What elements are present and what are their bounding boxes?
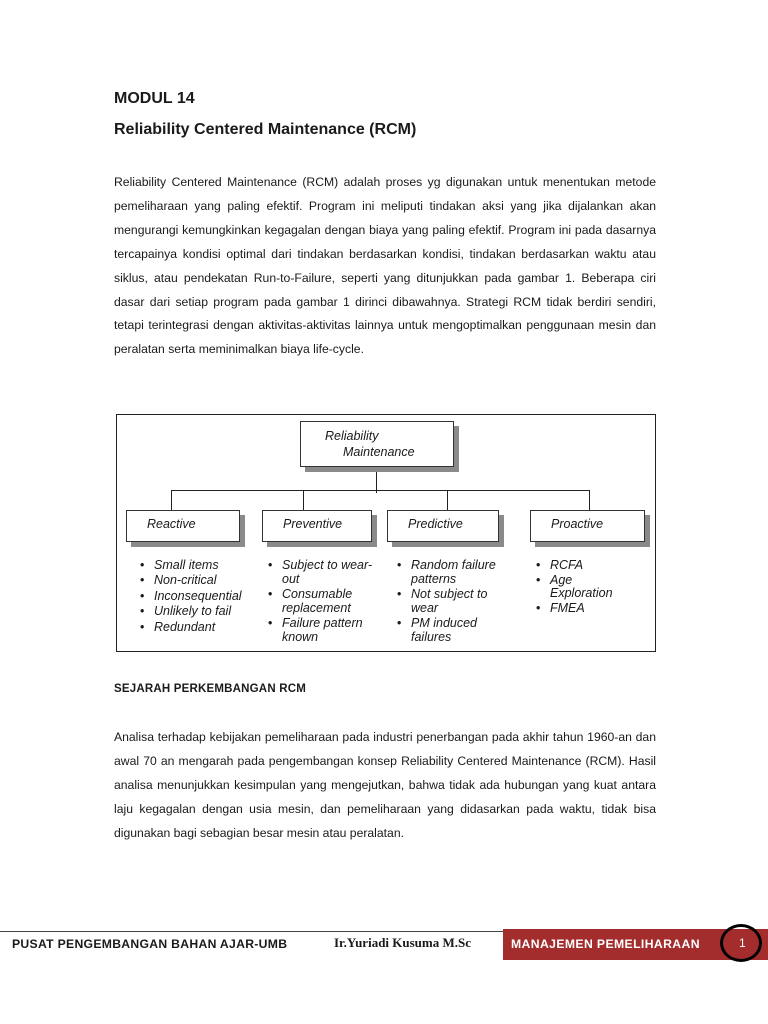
list-item: • FMEA <box>536 602 636 616</box>
proactive-list <box>536 559 636 616</box>
category-box-proactive <box>530 510 645 542</box>
category-label: Predictive <box>408 517 463 531</box>
list-item: • Non-critical <box>140 574 260 588</box>
rcm-diagram <box>116 414 656 652</box>
connector-horizontal <box>171 490 589 491</box>
connector-preventive <box>303 490 304 510</box>
list-item: • RCFA <box>536 559 636 573</box>
module-heading: MODUL 14 <box>114 90 195 107</box>
category-box-preventive <box>262 510 372 542</box>
list-item: • Failure pattern known <box>268 617 383 644</box>
category-box-reactive <box>126 510 240 542</box>
predictive-list <box>397 559 517 647</box>
footer-author: Ir.Yuriadi Kusuma M.Sc <box>334 935 472 950</box>
list-item: • Age Exploration <box>536 574 636 601</box>
section-heading: SEJARAH PERKEMBANGAN RCM <box>114 683 307 695</box>
list-item: • Random failure patterns <box>397 559 517 586</box>
connector-predictive <box>447 490 448 510</box>
page-title: Reliability Centered Maintenance (RCM) <box>114 121 417 138</box>
footer-course: MANAJEMEN PEMELIHARAAN <box>511 937 700 951</box>
connector-reactive <box>171 490 172 510</box>
list-item: • Inconsequential <box>140 590 260 604</box>
connector-proactive <box>589 490 590 510</box>
page-number: 1 <box>739 936 746 950</box>
root-label-line2: Maintenance <box>343 445 415 459</box>
reactive-list <box>140 559 260 636</box>
list-item: • Not subject to wear <box>397 588 517 615</box>
footer-institution: PUSAT PENGEMBANGAN BAHAN AJAR-UMB <box>12 937 288 951</box>
list-item: • Redundant <box>140 621 260 635</box>
list-item: • Unlikely to fail <box>140 605 260 619</box>
category-label: Proactive <box>551 517 604 531</box>
root-label-line1: Reliability <box>325 429 379 443</box>
category-label: Reactive <box>147 517 196 531</box>
history-paragraph: Analisa terhadap kebijakan pemeliharaan pada industri penerbangan pada akhir tahun 1960-an dan awal 70 an mengarah pada pengembangan konsep Reliability Centered Maintenance (RCM). Hasil analisa menunjukkan kesimpulan yang mengejutkan, bahwa tidak ada hubungan yang kuat antara laju kegagalan dengan usia mesin, dan pemeliharaan yang didasarkan pada waktu, tidak bisa digunakan bagi sebagian besar mesin atau peralatan. <box>114 730 656 840</box>
diagram-root-box <box>300 421 454 467</box>
list-item: • PM induced failures <box>397 617 517 644</box>
list-item: • Consumable replacement <box>268 588 383 615</box>
category-box-predictive <box>387 510 499 542</box>
intro-paragraph: Reliability Centered Maintenance (RCM) adalah proses yg digunakan untuk menentukan metode pemeliharaan yang paling efektif. Program ini meliputi tindakan aksi yang jika dijalankan akan mengurangi kemungkinkan kegagalan dengan biaya yang paling efektif. Program ini pada dasarnya tercapainya kondisi optimal dari tindakan berdasarkan kondisi, tindakan berdasarkan waktu atau siklus, atau pendekatan Run-to-Failure, seperti yang ditunjukkan pada gambar 1. Beberapa ciri dasar dari setiap program pada gambar 1 dirinci dibawahnya. Strategi RCM tidak berdiri sendiri, tetapi terintegrasi dengan aktivitas-aktivitas lainnya untuk mengoptimalkan penggunaan mesin dan peralatan serta meminimalkan biaya life-cycle. <box>114 175 656 357</box>
category-label: Preventive <box>283 517 343 531</box>
preventive-list <box>268 559 383 647</box>
list-item: • Small items <box>140 559 260 573</box>
list-item: • Subject to wear-out <box>268 559 383 586</box>
